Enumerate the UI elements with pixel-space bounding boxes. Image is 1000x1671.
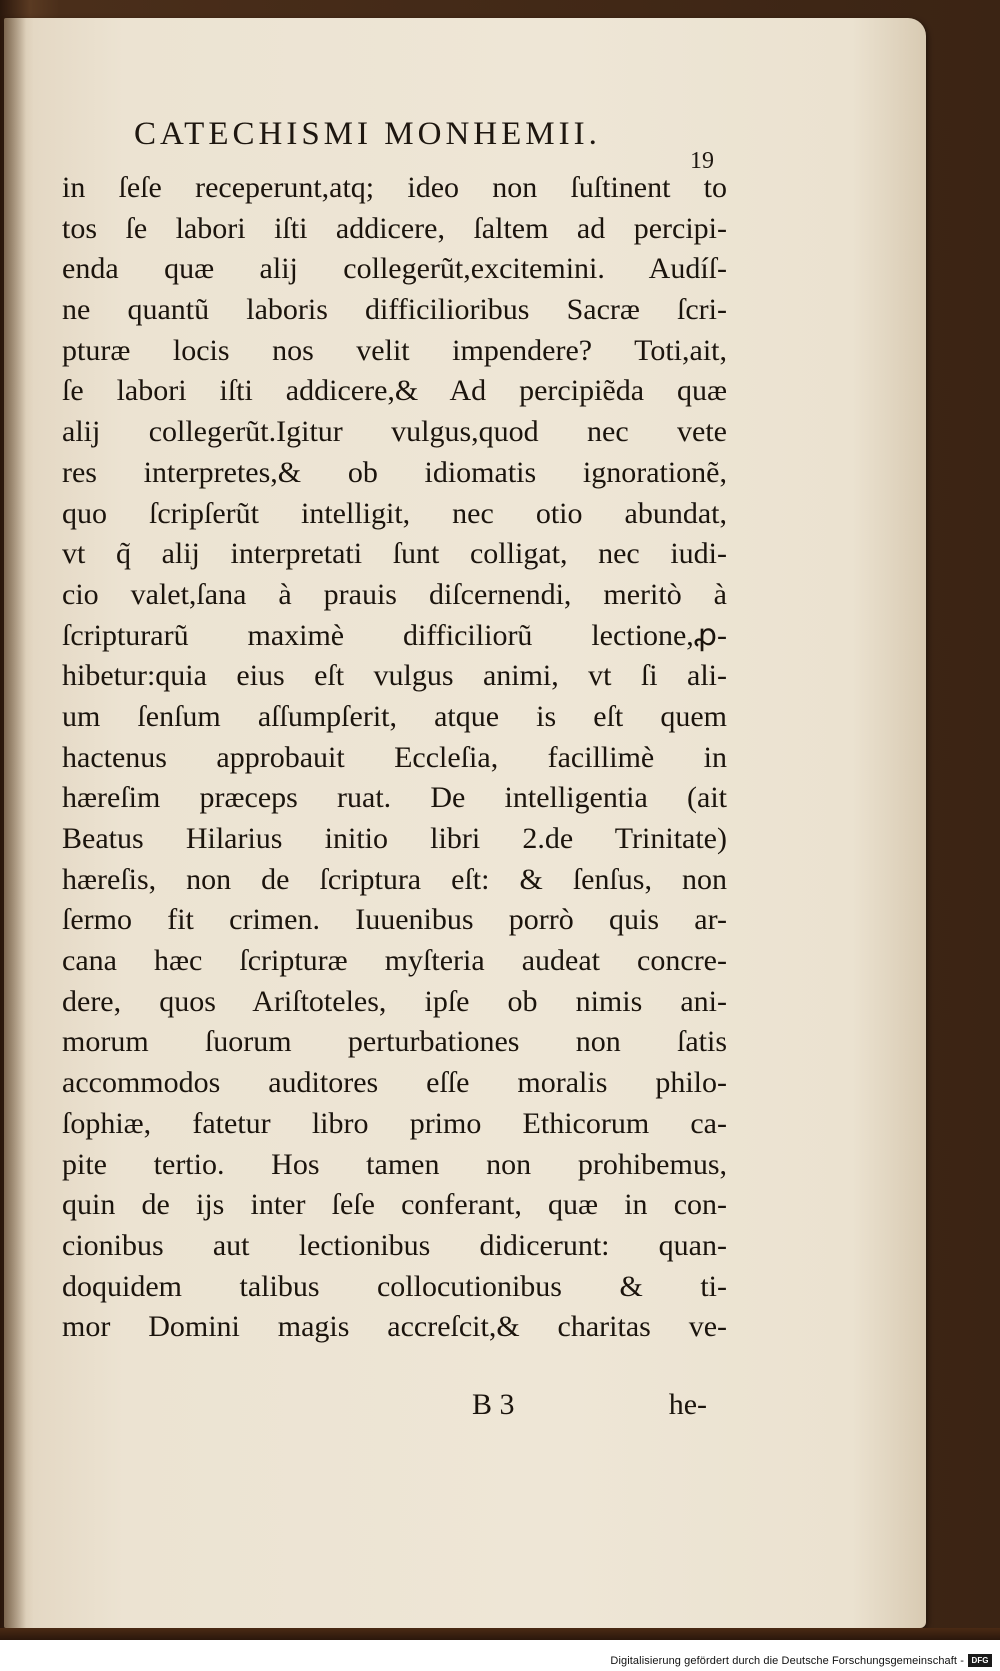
text-line: um ſenſum aſſumpſerit, atque is eſt quem xyxy=(62,699,727,733)
text-line: hæreſis, non de ſcriptura eſt: & ſenſus, non xyxy=(62,862,727,896)
text-line: pite tertio. Hos tamen non prohibemus, xyxy=(62,1147,727,1181)
text-line: cionibus aut lectionibus didicerunt: quan- xyxy=(62,1228,727,1262)
digitization-credit: Digitalisierung gefördert durch die Deutsche Forschungsgemeinschaft - xyxy=(610,1655,964,1667)
text-line: in ſeſe receperunt,atq; ideo non ſuſtinent to xyxy=(62,171,727,204)
signature-mark: B 3 xyxy=(472,1388,515,1421)
book-page xyxy=(4,18,926,1628)
page-header xyxy=(134,116,734,153)
page-number: 19 xyxy=(690,148,714,174)
text-line: mor Domini magis accreſcit,& charitas ve- xyxy=(62,1310,727,1344)
dfg-logo-icon: DFG xyxy=(968,1654,992,1667)
text-line: ſermo fit crimen. Iuuenibus porrò quis ar- xyxy=(62,903,727,937)
catchline xyxy=(62,1388,727,1428)
text-line: hactenus approbauit Eccleſia, facillimè in xyxy=(62,740,727,774)
text-line: doquidem talibus collocutionibus & ti- xyxy=(62,1269,727,1303)
text-line: Beatus Hilarius initio libri 2.de Trinitate) xyxy=(62,822,727,855)
text-line: ſe labori iſti addicere,& Ad percipiẽda quæ xyxy=(62,374,727,408)
text-line: alij collegerũt.Igitur vulgus,quod nec vete xyxy=(62,415,727,449)
text-line: cana hæc ſcripturæ myſteria audeat concre- xyxy=(62,944,727,978)
text-line: quo ſcripſerũt intelligit, nec otio abundat, xyxy=(62,496,727,530)
text-line: pturæ locis nos velit impendere? Toti,ait, xyxy=(62,333,727,367)
running-head: CATECHISMI MONHEMII. xyxy=(134,116,601,152)
text-line: vt q̃ alij interpretati ſunt colligat, nec iudi- xyxy=(62,537,727,571)
catchword: he- xyxy=(668,1388,707,1421)
scan-bottom-edge xyxy=(0,1628,1000,1640)
text-line: ſcripturarũ maximè difficiliorũ lectione,ꝓ- xyxy=(62,618,727,652)
text-line: enda quæ alij collegerũt,excitemini. Audíſ- xyxy=(62,252,727,286)
text-line: cio valet,ſana à prauis diſcernendi, meritò à xyxy=(62,577,727,611)
text-line: accommodos auditores eſſe moralis philo- xyxy=(62,1066,727,1100)
text-line: dere, quos Ariſtoteles, ipſe ob nimis ani- xyxy=(62,984,727,1018)
text-block xyxy=(62,168,727,1348)
text-line: hæreſim præceps ruat. De intelligentia (ait xyxy=(62,781,727,815)
text-line: res interpretes,& ob idiomatis ignorationẽ, xyxy=(62,455,727,489)
text-line: ſophiæ, fatetur libro primo Ethicorum ca- xyxy=(62,1106,727,1140)
text-line: morum ſuorum perturbationes non ſatis xyxy=(62,1025,727,1059)
text-line: hibetur:quia eius eſt vulgus animi, vt ſi ali- xyxy=(62,659,727,693)
text-line: ne quantũ laboris difficilioribus Sacræ ſcri- xyxy=(62,293,727,327)
text-line: tos ſe labori iſti addicere, ſaltem ad percipi- xyxy=(62,211,727,245)
text-line: quin de ijs inter ſeſe conferant, quæ in con- xyxy=(62,1188,727,1222)
